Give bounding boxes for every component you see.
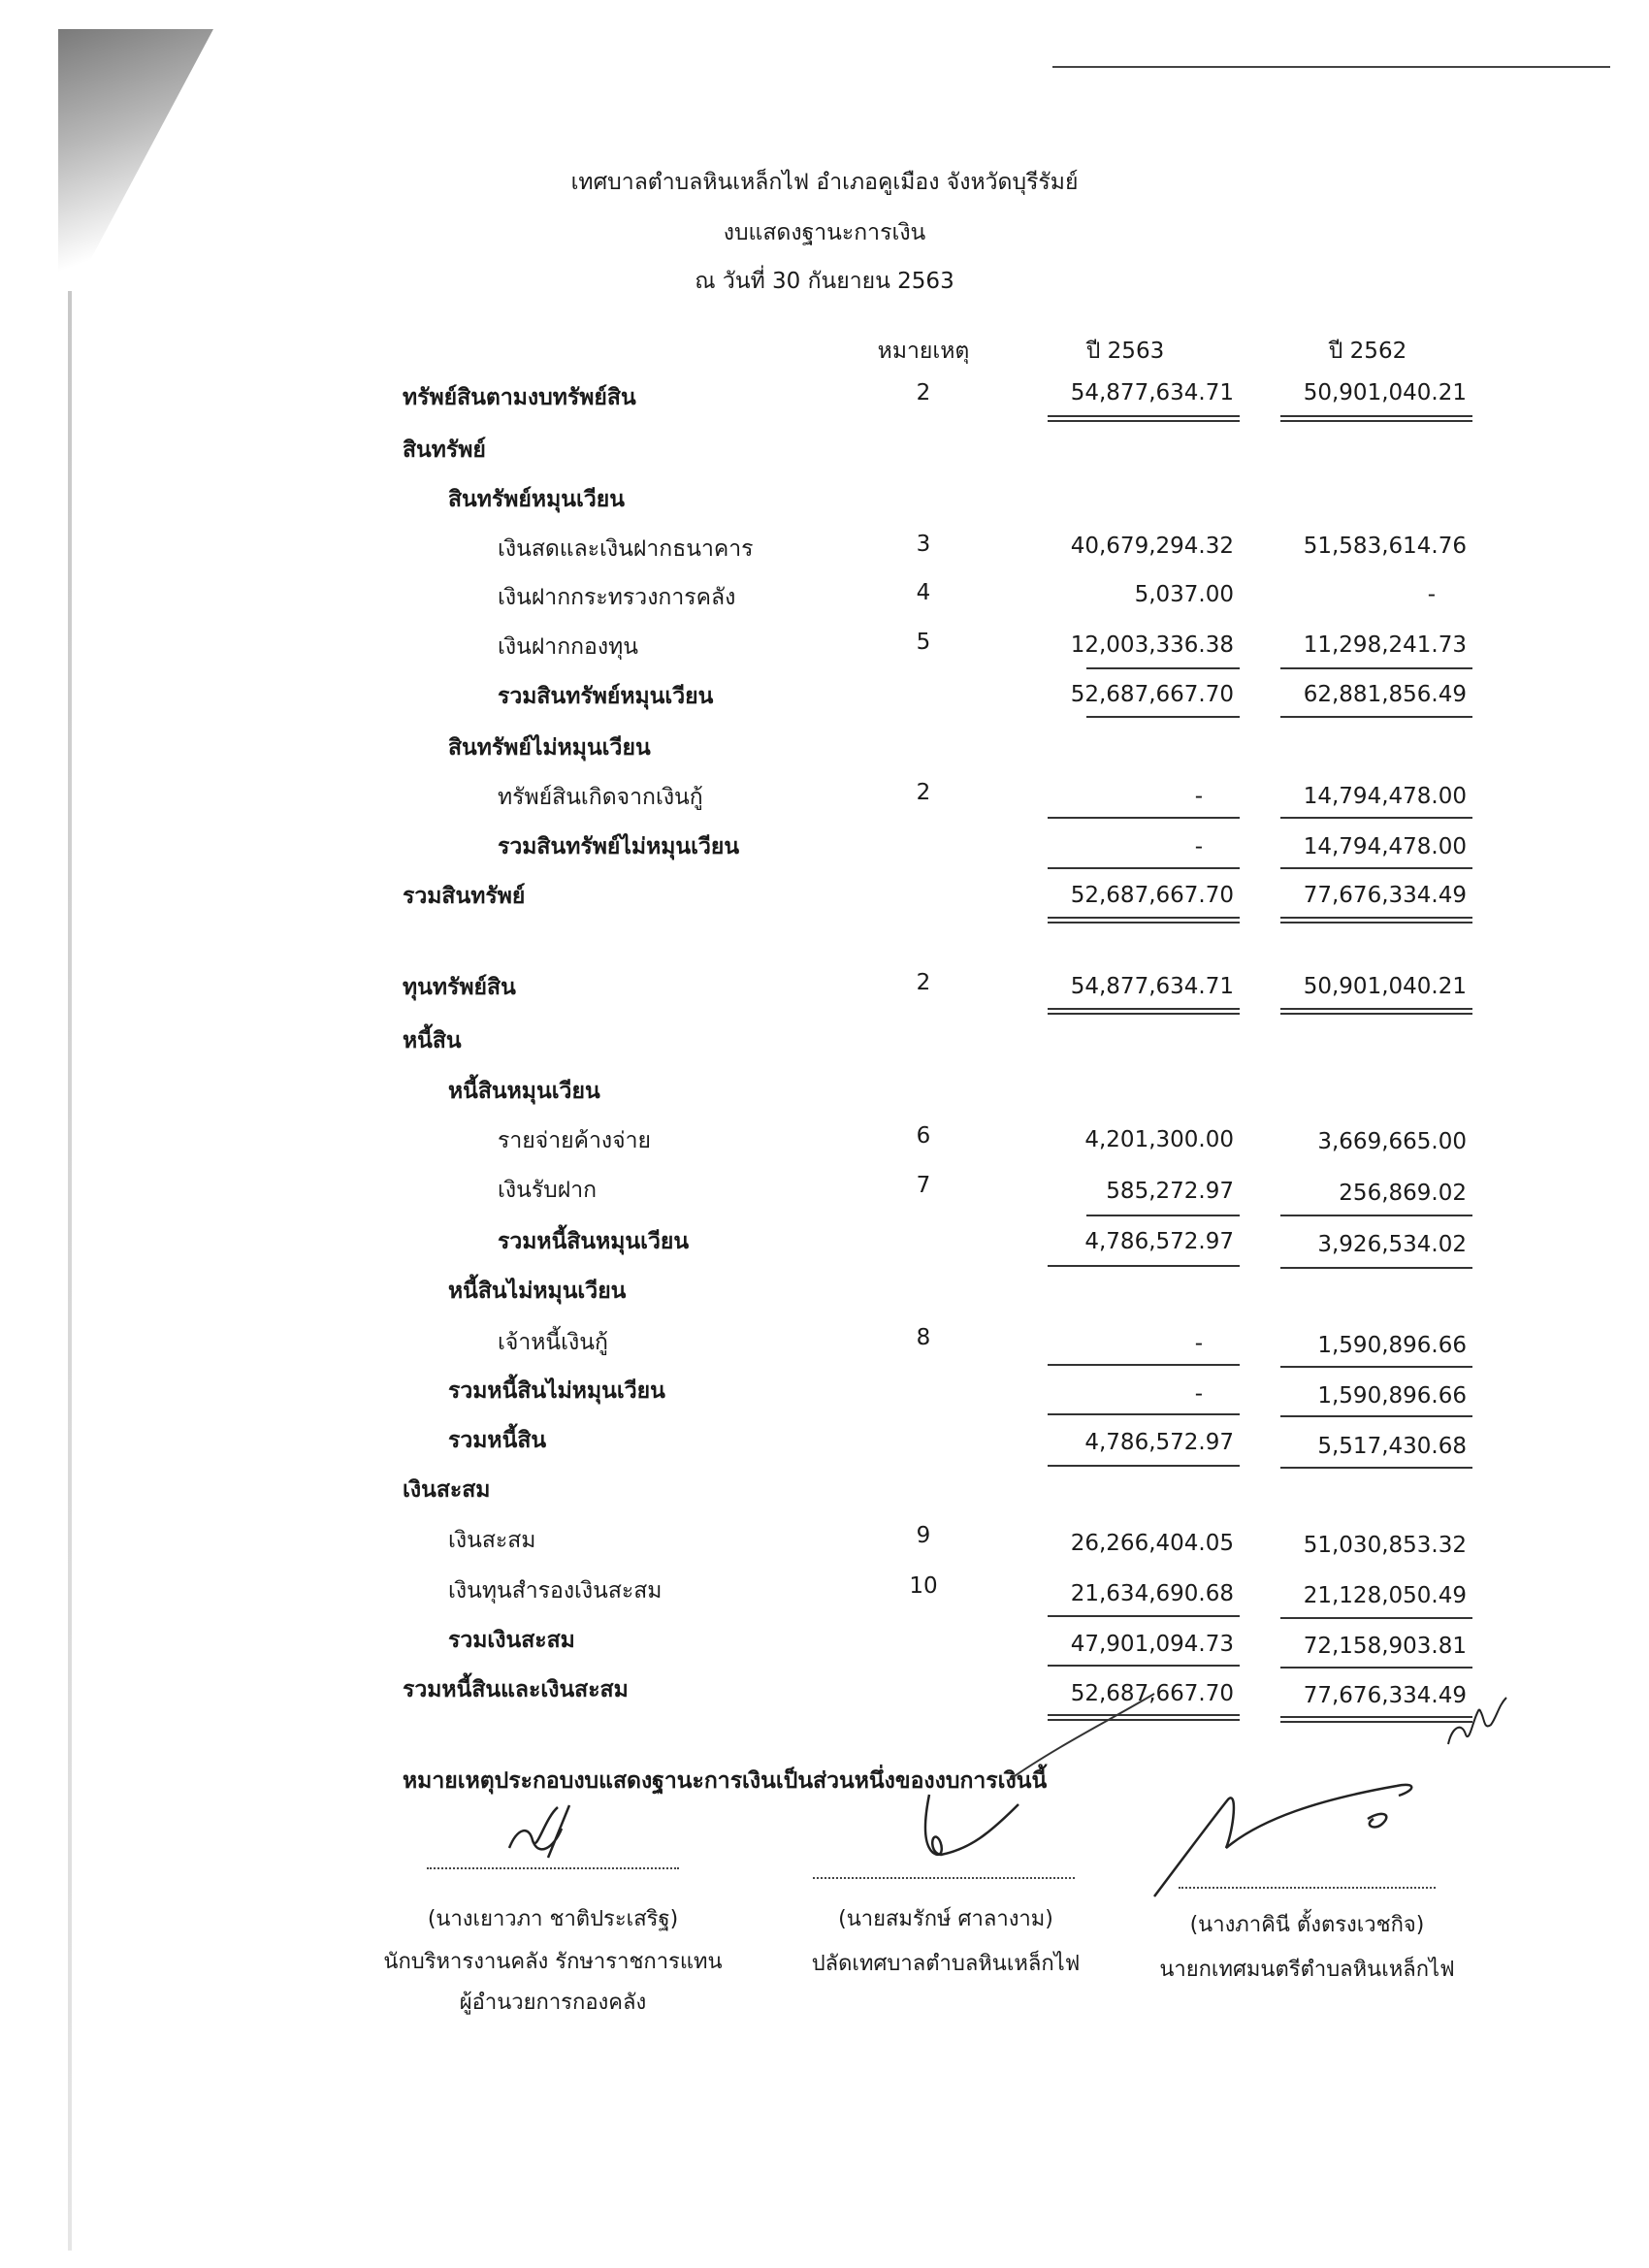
underline xyxy=(1048,867,1240,869)
top-rule xyxy=(1052,66,1610,68)
fund-deposit-2562: 11,298,241.73 xyxy=(1303,632,1467,658)
total-equity-label: รวมเงินสะสม xyxy=(448,1628,575,1653)
double-underline xyxy=(1280,415,1472,422)
loan-creditors-note: 8 xyxy=(916,1325,931,1350)
underline xyxy=(1280,1617,1472,1619)
total-equity-2562: 72,158,903.81 xyxy=(1303,1634,1467,1659)
signatory-3-name: (นางภาคินี ตั้งตรงเวชกิจ) xyxy=(1189,1913,1425,1937)
cash-note: 3 xyxy=(916,532,931,557)
signature-2 xyxy=(912,1785,1028,1882)
reserve-funds-2562: 21,128,050.49 xyxy=(1303,1583,1467,1608)
underline xyxy=(1086,667,1240,669)
signatory-1-title: นักบริหารงานคลัง รักษาราชการแทน xyxy=(383,1950,723,1974)
accrued-expenses-2562: 3,669,665.00 xyxy=(1317,1129,1467,1154)
underline xyxy=(1280,867,1472,869)
scan-shadow-edge xyxy=(68,291,72,2251)
noncurrent-assets-heading: สินทรัพย์ไม่หมุนเวียน xyxy=(448,735,651,761)
total-liabilities-label: รวมหนี้สิน xyxy=(448,1428,547,1453)
total-noncurrent-assets-label: รวมสินทรัพย์ไม่หมุนเวียน xyxy=(498,834,740,859)
underline xyxy=(1048,1665,1240,1667)
underline xyxy=(1280,1267,1472,1269)
fund-deposit-note: 5 xyxy=(916,630,931,655)
fund-deposit-label: เงินฝากกองทุน xyxy=(498,634,638,660)
total-current-assets-2562: 62,881,856.49 xyxy=(1303,682,1467,707)
total-equity-2563: 47,901,094.73 xyxy=(1070,1632,1234,1657)
assets-register-note: 2 xyxy=(916,380,931,405)
current-liabilities-heading: หนี้สินหมุนเวียน xyxy=(448,1079,600,1104)
loan-assets-label: ทรัพย์สินเกิดจากเงินกู้ xyxy=(498,785,703,810)
double-underline xyxy=(1048,415,1240,422)
total-noncurrent-liabilities-2562: 1,590,896.66 xyxy=(1317,1383,1467,1409)
total-noncurrent-liabilities-label: รวมหนี้สินไม่หมุนเวียน xyxy=(448,1378,665,1404)
loan-assets-2562: 14,794,478.00 xyxy=(1303,784,1467,809)
total-noncurrent-liabilities-2563: - xyxy=(1194,1381,1203,1407)
deposits-received-2562: 256,869.02 xyxy=(1339,1181,1467,1206)
current-assets-heading: สินทรัพย์หมุนเวียน xyxy=(448,487,625,512)
underline xyxy=(1280,667,1472,669)
assets-heading: สินทรัพย์ xyxy=(403,437,486,463)
total-current-liabilities-2563: 4,786,572.97 xyxy=(1084,1229,1234,1254)
asset-capital-note: 2 xyxy=(916,970,931,995)
total-liabilities-2563: 4,786,572.97 xyxy=(1084,1430,1234,1455)
underline xyxy=(1048,817,1240,819)
asset-capital-2563: 54,877,634.71 xyxy=(1070,974,1234,999)
accumulated-funds-2563: 26,266,404.05 xyxy=(1070,1531,1234,1556)
accrued-expenses-note: 6 xyxy=(916,1123,931,1149)
double-underline xyxy=(1280,1008,1472,1015)
assets-register-2562: 50,901,040.21 xyxy=(1303,380,1467,405)
accrued-expenses-2563: 4,201,300.00 xyxy=(1084,1127,1234,1152)
total-current-liabilities-2562: 3,926,534.02 xyxy=(1317,1232,1467,1257)
loan-creditors-2562: 1,590,896.66 xyxy=(1317,1333,1467,1358)
signature-3 xyxy=(1145,1761,1426,1906)
footnote: หมายเหตุประกอบงบแสดงฐานะการเงินเป็นส่วนหนึ่งของงบการเงินนี้ xyxy=(403,1768,1048,1794)
loan-creditors-2563: - xyxy=(1194,1331,1203,1356)
liabilities-heading: หนี้สิน xyxy=(403,1028,462,1053)
total-assets-2563: 52,687,667.70 xyxy=(1070,883,1234,908)
total-liab-equity-2563: 52,687,667.70 xyxy=(1070,1681,1234,1706)
deposits-received-label: เงินรับฝาก xyxy=(498,1178,598,1203)
column-header-note: หมายเหตุ xyxy=(877,339,970,364)
underline xyxy=(1048,1465,1240,1467)
reserve-funds-2563: 21,634,690.68 xyxy=(1070,1581,1234,1606)
column-header-2562: ปี 2562 xyxy=(1328,339,1407,364)
underline xyxy=(1048,1413,1240,1415)
asset-capital-label: ทุนทรัพย์สิน xyxy=(403,975,516,1000)
reserve-funds-label: เงินทุนสำรองเงินสะสม xyxy=(448,1578,663,1604)
total-liabilities-2562: 5,517,430.68 xyxy=(1317,1434,1467,1459)
total-noncurrent-assets-2563: - xyxy=(1194,834,1203,859)
total-current-liabilities-label: รวมหนี้สินหมุนเวียน xyxy=(498,1229,690,1254)
underline xyxy=(1048,1265,1240,1267)
total-current-assets-2563: 52,687,667.70 xyxy=(1070,682,1234,707)
fund-deposit-2563: 12,003,336.38 xyxy=(1070,632,1234,658)
double-underline xyxy=(1048,1008,1240,1015)
underline xyxy=(1280,1667,1472,1669)
noncurrent-liabilities-heading: หนี้สินไม่หมุนเวียน xyxy=(448,1279,627,1304)
treasury-deposit-2563: 5,037.00 xyxy=(1134,582,1234,607)
loan-assets-2563: - xyxy=(1194,784,1203,809)
treasury-deposit-note: 4 xyxy=(916,580,931,605)
accumulated-funds-note: 9 xyxy=(916,1523,931,1548)
underline xyxy=(1280,1366,1472,1368)
total-assets-label: รวมสินทรัพย์ xyxy=(403,884,526,909)
signature-line-3 xyxy=(1179,1887,1436,1889)
loan-assets-note: 2 xyxy=(916,780,931,805)
treasury-deposit-2562: - xyxy=(1427,582,1436,607)
accumulated-funds-label: เงินสะสม xyxy=(448,1528,536,1553)
double-underline xyxy=(1048,917,1240,923)
total-assets-2562: 77,676,334.49 xyxy=(1303,883,1467,908)
underline xyxy=(1280,817,1472,819)
signature-line-2 xyxy=(813,1877,1075,1879)
signature-line-1 xyxy=(427,1867,679,1869)
signatory-1-title2: ผู้อำนวยการกองคลัง xyxy=(459,1991,647,2015)
column-header-2563: ปี 2563 xyxy=(1085,339,1165,364)
deposits-received-note: 7 xyxy=(916,1173,931,1198)
reserve-funds-note: 10 xyxy=(909,1573,938,1599)
treasury-deposit-label: เงินฝากกระทรวงการคลัง xyxy=(498,585,736,610)
cash-label: เงินสดและเงินฝากธนาคาร xyxy=(498,536,754,562)
accumulated-funds-2562: 51,030,853.32 xyxy=(1303,1533,1467,1558)
signatory-3-title: นายกเทศมนตรีตำบลหินเหล็กไฟ xyxy=(1159,1958,1455,1982)
document-title: เทศบาลตำบลหินเหล็กไฟ อำเภอคูเมือง จังหวัดบุรีรัมย์ xyxy=(570,170,1079,195)
underline xyxy=(1086,1215,1240,1216)
signatory-1-name: (นางเยาวภา ชาติประเสริฐ) xyxy=(427,1907,679,1931)
document-date: ณ วันที่ 30 กันยายน 2563 xyxy=(695,269,954,294)
signature-1 xyxy=(500,1799,587,1867)
total-liab-equity-label: รวมหนี้สินและเงินสะสม xyxy=(403,1677,629,1702)
underline xyxy=(1280,716,1472,718)
underline xyxy=(1048,1615,1240,1617)
asset-capital-2562: 50,901,040.21 xyxy=(1303,974,1467,999)
underline xyxy=(1048,1364,1240,1366)
cash-2562: 51,583,614.76 xyxy=(1303,534,1467,559)
double-underline xyxy=(1280,917,1472,923)
signatory-2-title: ปลัดเทศบาลตำบลหินเหล็กไฟ xyxy=(811,1952,1081,1976)
signatory-2-name: (นายสมรักษ์ ศาลางาม) xyxy=(838,1907,1053,1931)
initials-mark xyxy=(1440,1688,1518,1756)
deposits-received-2563: 585,272.97 xyxy=(1106,1179,1234,1204)
total-liab-equity-2562: 77,676,334.49 xyxy=(1303,1683,1467,1708)
underline xyxy=(1280,1415,1472,1417)
underline xyxy=(1280,1215,1472,1216)
total-noncurrent-assets-2562: 14,794,478.00 xyxy=(1303,834,1467,859)
equity-heading: เงินสะสม xyxy=(403,1477,491,1503)
document-subtitle: งบแสดงฐานะการเงิน xyxy=(723,220,926,245)
assets-register-2563: 54,877,634.71 xyxy=(1070,380,1234,405)
accrued-expenses-label: รายจ่ายค้างจ่าย xyxy=(498,1128,652,1153)
loan-creditors-label: เจ้าหนี้เงินกู้ xyxy=(498,1330,608,1355)
total-current-assets-label: รวมสินทรัพย์หมุนเวียน xyxy=(498,684,714,709)
underline xyxy=(1280,1467,1472,1469)
cash-2563: 40,679,294.32 xyxy=(1070,534,1234,559)
underline xyxy=(1086,716,1240,718)
assets-register-label: ทรัพย์สินตามงบทรัพย์สิน xyxy=(403,385,636,410)
